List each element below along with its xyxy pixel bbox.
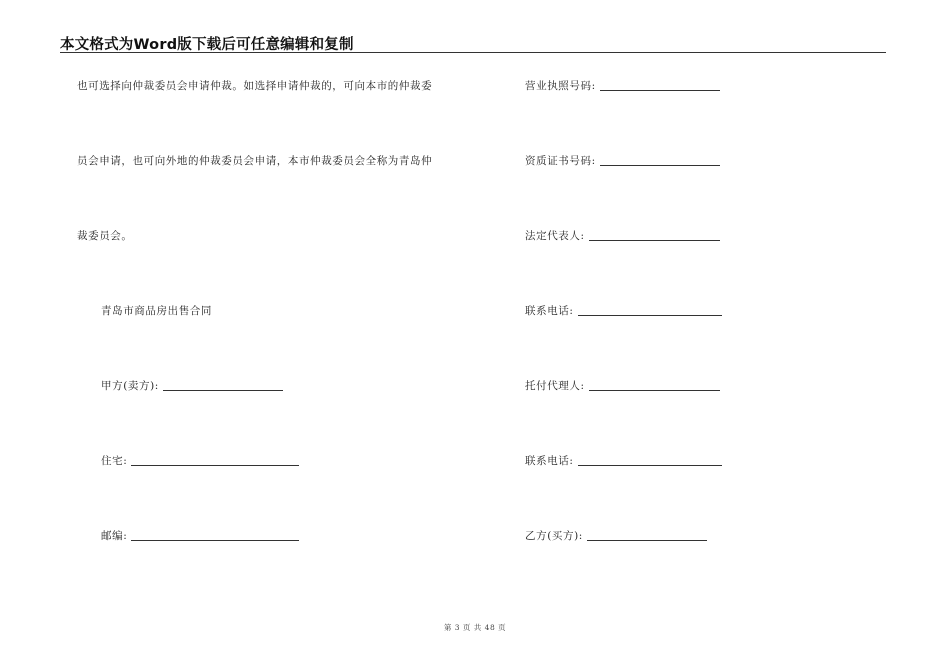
residence-blank[interactable]	[131, 455, 299, 466]
phone-blank-1[interactable]	[578, 305, 722, 316]
qualification-blank[interactable]	[600, 155, 720, 166]
buyer-blank[interactable]	[587, 530, 707, 541]
phone-label-2: 联系电话:	[525, 455, 574, 467]
phone-field-1	[525, 304, 722, 318]
buyer-label: 乙方(买方):	[525, 530, 583, 542]
postcode-blank[interactable]	[131, 530, 299, 541]
agent-blank[interactable]	[589, 380, 720, 391]
qualification-field	[525, 154, 720, 168]
phone-blank-2[interactable]	[578, 455, 722, 466]
qualification-label: 资质证书号码:	[525, 155, 596, 167]
document-header-title: 本文格式为Word版下载后可任意编辑和复制	[60, 37, 354, 53]
agent-field	[525, 379, 720, 393]
residence-label: 住宅:	[101, 455, 128, 467]
phone-field-2	[525, 454, 722, 468]
seller-label: 甲方(卖方):	[101, 380, 159, 392]
business-license-field	[525, 79, 720, 93]
page-number-footer: 第 3 页 共 48 页	[443, 623, 507, 632]
postcode-field	[101, 529, 299, 543]
legal-rep-field	[525, 229, 720, 243]
paragraph-line-3: 裁委员会。	[77, 230, 133, 242]
contract-title: 青岛市商品房出售合同	[101, 305, 212, 317]
postcode-label: 邮编:	[101, 530, 128, 542]
legal-rep-blank[interactable]	[589, 230, 720, 241]
business-license-blank[interactable]	[600, 80, 720, 91]
agent-label: 托付代理人:	[525, 380, 585, 392]
header-divider	[60, 52, 886, 53]
business-license-label: 营业执照号码:	[525, 80, 596, 92]
phone-label-1: 联系电话:	[525, 305, 574, 317]
residence-field	[101, 454, 299, 468]
buyer-field	[525, 529, 707, 543]
seller-field	[101, 379, 283, 393]
paragraph-line-1: 也可选择向仲裁委员会申请仲裁。如选择申请仲裁的，可向本市的仲裁委	[77, 80, 433, 92]
paragraph-line-2: 员会申请，也可向外地的仲裁委员会申请，本市仲裁委员会全称为青岛仲	[77, 155, 433, 167]
legal-rep-label: 法定代表人:	[525, 230, 585, 242]
seller-blank[interactable]	[163, 380, 283, 391]
